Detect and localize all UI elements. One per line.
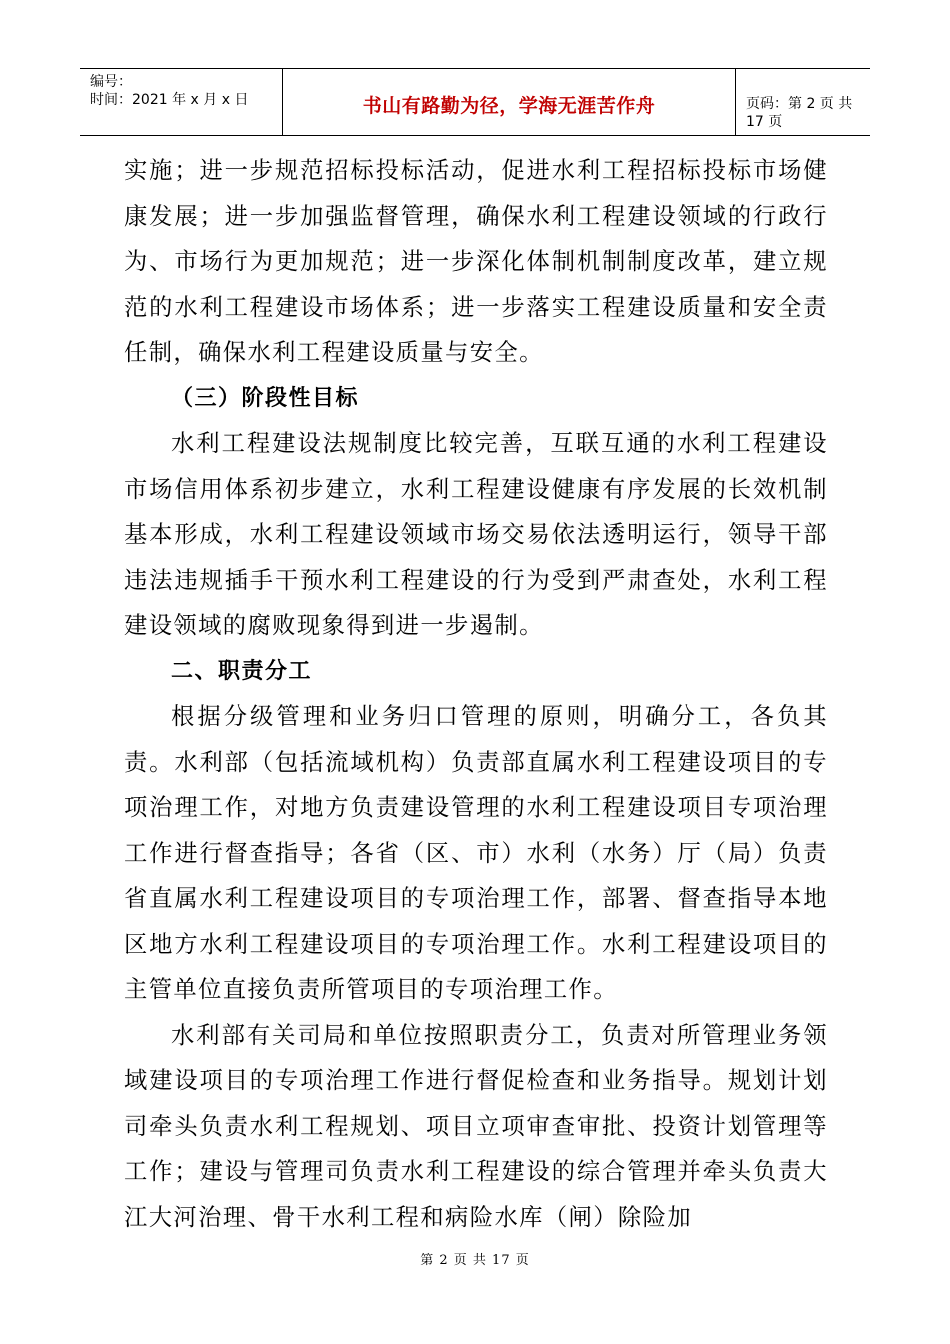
document-number-label: 编号： — [90, 74, 132, 90]
document-date-label: 时间：2021 年 x 月 x 日 — [90, 92, 249, 108]
body-paragraph: 根据分级管理和业务归口管理的原则，明确分工，各负其责。水利部（包括流域机构）负责部直属水利工程建设项目的专项治理工作，对地方负责建设管理的水利工程建设项目专项治理工作进行督查指导；各省（区、市）水利（水务）厅（局）负责省直属水利工程建设项目的专项治理工作，部署、督查指导本地区地方水利工程建设项目的专项治理工作。水利工程建设项目的主管单位直接负责所管项目的专项治理工作。 — [124, 703, 828, 1003]
header-motto-cell — [282, 69, 736, 135]
body-paragraph: 水利部有关司局和单位按照职责分工，负责对所管理业务领域建设项目的专项治理工作进行督促检查和业务指导。规划计划司牵头负责水利工程规划、项目立项审查审批、投资计划管理等工作；建设与管理司负责水利工程建设的综合管理并牵头负责大江大河治理、骨干水利工程和病险水库（闸）除险加 — [124, 1021, 828, 1231]
page-footer: 第 2 页 共 17 页 — [420, 1253, 530, 1268]
document-body — [124, 148, 828, 1240]
header-table — [80, 68, 870, 136]
header-meta-cell — [80, 69, 282, 135]
section-heading: （三）阶段性目标 — [171, 385, 360, 411]
body-paragraph: 水利工程建设法规制度比较完善，互联互通的水利工程建设市场信用体系初步建立，水利工程建设健康有序发展的长效机制基本形成，水利工程建设领域市场交易依法透明运行，领导干部违法违规插手干预水利工程建设的行为受到严肃查处，水利工程建设领域的腐败现象得到进一步遏制。 — [124, 430, 828, 639]
header-motto: 书山有路勤为径，学海无涯苦作舟 — [362, 95, 656, 117]
section-heading: 二、职责分工 — [171, 658, 313, 684]
header-page-cell — [736, 69, 870, 135]
body-paragraph: 实施；进一步规范招标投标活动，促进水利工程招标投标市场健康发展；进一步加强监督管理，确保水利工程建设领域的行政行为、市场行为更加规范；进一步深化体制机制制度改革，建立规范的水利工程建设市场体系；进一步落实工程建设质量和安全责任制，确保水利工程建设质量与安全。 — [124, 157, 828, 366]
header-page-number: 页码：第 2 页 共 17 页 — [746, 96, 853, 130]
